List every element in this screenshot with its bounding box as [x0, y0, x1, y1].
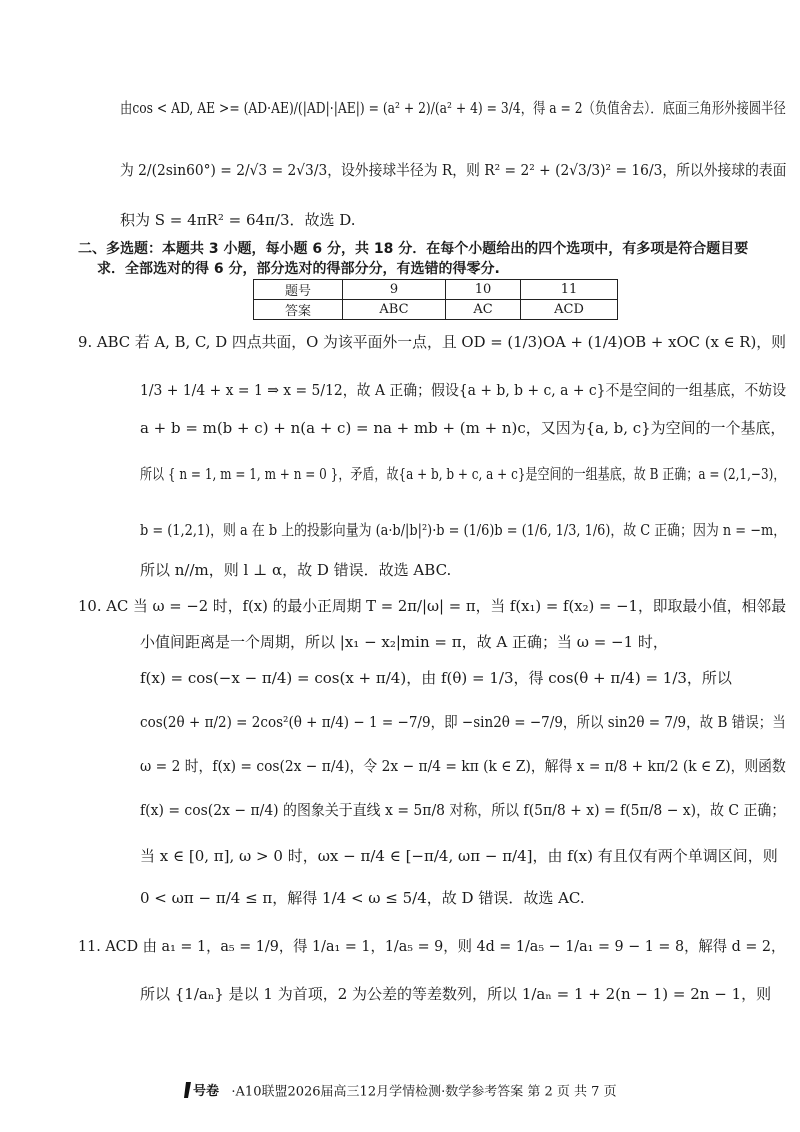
answer-table-header-cell: 10 [446, 280, 521, 300]
section-heading-line-2: 求．全部选对的得 6 分，部分选对的得部分分，有选错的得零分. [97, 261, 500, 277]
text-line: a + b = m(b + c) + n(a + c) = na + mb + (m + n)c，又因为{a, b, c}为空间的一个基底， [140, 419, 786, 437]
answer-table-header-cell: 题号 [254, 280, 343, 300]
text-line: 积为 S = 4πR² = 64π/3．故选 D. [120, 211, 356, 229]
text-line: f(x) = cos(2x − π/4) 的图象关于直线 x = 5π/8 对称，所以 f(5π/8 + x) = f(5π/8 − x)，故 C 正确； [140, 801, 786, 819]
answer-table-cell: ABC [343, 300, 446, 320]
answer-table [253, 279, 618, 320]
publisher-logo [183, 1080, 227, 1104]
publisher-logo-mark [183, 1080, 227, 1100]
text-line: 当 x ∈ [0, π], ω > 0 时，ωx − π/4 ∈ [−π/4, ωπ − π/4]，由 f(x) 有且仅有两个单调区间，则 [140, 847, 778, 865]
footer-text: ·A10联盟2026届高三12月学情检测·数学参考答案 第 2 页 共 7 页 [231, 1084, 617, 1100]
answer-table-cell: 答案 [254, 300, 343, 320]
text-line: 小值间距离是一个周期，所以 |x₁ − x₂|min = π，故 A 正确；当 ω = −1 时， [140, 633, 668, 651]
text-line: 所以 { n = 1, m = 1, m + n = 0 }，矛盾，故{a + b, b + c, a + c}是空间的一组基底，故 B 正确；a = (2,1,−3)， [140, 465, 786, 483]
answer-table-cell: ACD [521, 300, 618, 320]
text-line: ω = 2 时，f(x) = cos(2x − π/4)，令 2x − π/4 = kπ (k ∈ Z)，解得 x = π/8 + kπ/2 (k ∈ Z)，则函数 [140, 757, 786, 775]
text-line: 所以 {1/aₙ} 是以 1 为首项，2 为公差的等差数列，所以 1/aₙ = 1 + 2(n − 1) = 2n − 1，则 [140, 985, 772, 1003]
answer-table-header-row [254, 280, 618, 300]
text-line: b = (1,2,1)，则 a 在 b 上的投影向量为 (a·b/|b|²)·b = (1/6)b = (1/6, 1/3, 1/6)，故 C 正确；因为 n = −m， [140, 521, 787, 539]
text-line: 11. ACD 由 a₁ = 1，a₅ = 1/9，得 1/a₁ = 1，1/a₅ = 9，则 4d = 1/a₅ − 1/a₁ = 9 − 1 = 8，解得 d = 2， [78, 937, 786, 955]
text-line: f(x) = cos(−x − π/4) = cos(x + π/4)，由 f(θ) = 1/3，得 cos(θ + π/4) = 1/3，所以 [140, 669, 732, 687]
text-line: 0 < ωπ − π/4 ≤ π，解得 1/4 < ω ≤ 5/4，故 D 错误．故选 AC. [140, 889, 585, 907]
answer-table-cell: AC [446, 300, 521, 320]
text-line: 9. ABC 若 A, B, C, D 四点共面，O 为该平面外一点，且 OD = (1/3)OA + (1/4)OB + xOC (x ∈ R)，则 [78, 333, 786, 351]
answer-table-header-cell: 9 [343, 280, 446, 300]
text-line: 1/3 + 1/4 + x = 1 ⇒ x = 5/12，故 A 正确；假设{a + b, b + c, a + c}不是空间的一组基底，不妨设 [140, 381, 787, 399]
text-line: cos(2θ + π/2) = 2cos²(θ + π/4) − 1 = −7/9，即 −sin2θ = −7/9，所以 sin2θ = 7/9，故 B 错误；当 [140, 713, 786, 731]
publisher-logo-text: 号卷 [193, 1084, 220, 1099]
text-line: 10. AC 当 ω = −2 时，f(x) 的最小正周期 T = 2π/|ω| = π，当 f(x₁) = f(x₂) = −1，即取最小值，相邻最 [78, 597, 787, 615]
answer-table-header-cell: 11 [521, 280, 618, 300]
text-line: 所以 n//m，则 l ⊥ α，故 D 错误．故选 ABC. [140, 561, 452, 579]
section-heading-line-1: 二、多选题：本题共 3 小题，每小题 6 分，共 18 分．在每个小题给出的四个选项中，有多项是符合题目要 [78, 241, 749, 257]
answer-table-row [254, 300, 618, 320]
text-line: 为 2/(2sin60°) = 2/√3 = 2√3/3，设外接球半径为 R，则 R² = 2² + (2√3/3)² = 16/3，所以外接球的表面 [120, 161, 787, 179]
text-line: 由cos < AD, AE >= (AD·AE)/(|AD|·|AE|) = (a² + 2)/(a² + 4) = 3/4，得 a = 2（负值舍去）．底面三角形外接圆半径 [120, 99, 786, 117]
page-footer [0, 1080, 800, 1104]
